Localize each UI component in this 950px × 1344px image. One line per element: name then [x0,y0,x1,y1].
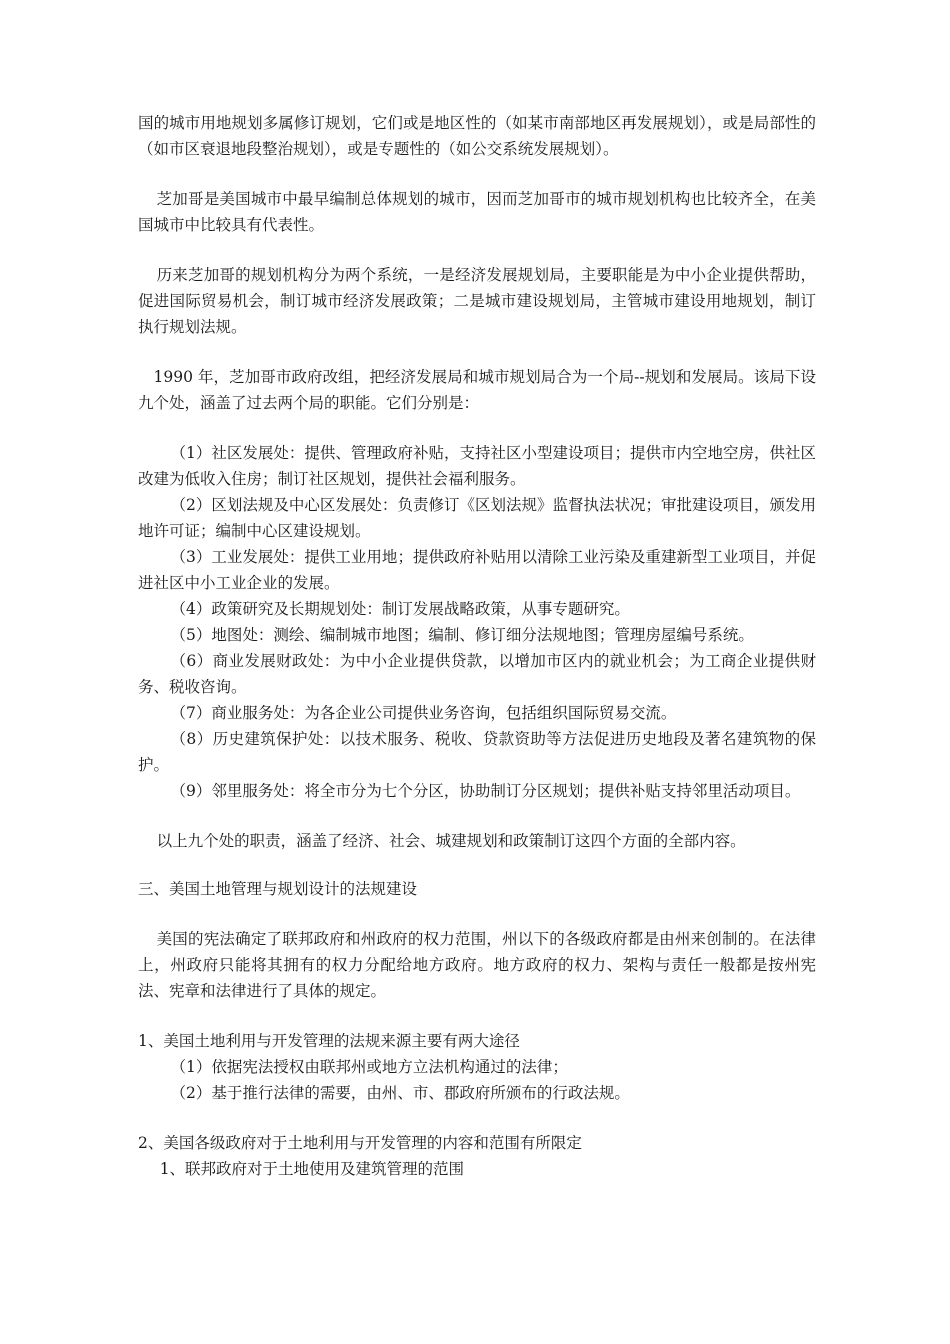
department-item: （2）区划法规及中心区发展处：负责修订《区划法规》监督执法状况；审批建设项目，颁发用地许可证；编制中心区建设规划。 [138,496,816,540]
subsection-1-heading: 1、美国土地利用与开发管理的法规来源主要有两大途径 [138,1032,520,1050]
department-item: （4）政策研究及长期规划处：制订发展战略政策，从事专题研究。 [170,600,630,618]
paragraph-chicago-intro: 芝加哥是美国城市中最早编制总体规划的城市，因而芝加哥市的城市规划机构也比较齐全，在美国城市中比较具有代表性。 [138,190,816,234]
paragraph-planning-types: 国的城市用地规划多属修订规划，它们或是地区性的（如某市南部地区再发展规划），或是局部性的（如市区衰退地段整治规划），或是专题性的（如公交系统发展规划）。 [138,114,816,158]
department-item: （1）社区发展处：提供、管理政府补贴，支持社区小型建设项目；提供市内空地空房，供社区改建为低收入住房；制订社区规划，提供社会福利服务。 [138,444,816,488]
subsection-2-heading: 2、美国各级政府对于土地利用与开发管理的内容和范围有所限定 [138,1134,582,1152]
paragraph-constitution: 美国的宪法确定了联邦政府和州政府的权力范围，州以下的各级政府都是由州来创制的。在法律上，州政府只能将其拥有的权力分配给地方政府。地方政府的权力、架构与责任一般都是按州宪法、宪章和法律进行了具体的规定。 [138,930,816,1000]
department-item: （9）邻里服务处：将全市分为七个分区，协助制订分区规划；提供补贴支持邻里活动项目。 [170,782,801,800]
federal-scope-item: 1、联邦政府对于土地使用及建筑管理的范围 [159,1160,465,1178]
paragraph-summary: 以上九个处的职责，涵盖了经济、社会、城建规划和政策制订这四个方面的全部内容。 [156,832,746,850]
paragraph-chicago-systems: 历来芝加哥的规划机构分为两个系统，一是经济发展规划局，主要职能是为中小企业提供帮助，促进国际贸易机会，制订城市经济发展政策；二是城市建设规划局，主管城市建设用地规划，制订执行规划法规。 [138,266,816,336]
department-item: （8）历史建筑保护处：以技术服务、税收、贷款资助等方法促进历史地段及著名建筑物的保护。 [138,730,816,774]
department-item: （7）商业服务处：为各企业公司提供业务咨询，包括组织国际贸易交流。 [170,704,677,722]
law-source-item: （1）依据宪法授权由联邦州或地方立法机构通过的法律； [170,1058,568,1076]
law-source-item: （2）基于推行法律的需要，由州、市、郡政府所颁布的行政法规。 [170,1084,630,1102]
document-page [138,110,816,1182]
department-item: （6）商业发展财政处：为中小企业提供贷款，以增加市区内的就业机会；为工商企业提供财务、税收咨询。 [138,652,816,696]
department-item: （5）地图处：测绘、编制城市地图；编制、修订细分法规地图；管理房屋编号系统。 [170,626,754,644]
department-item: （3）工业发展处：提供工业用地；提供政府补贴用以清除工业污染及重建新型工业项目，并促进社区中小工业企业的发展。 [138,548,816,592]
section-3-heading: 三、美国土地管理与规划设计的法规建设 [138,880,418,898]
paragraph-1990-reorganization: 1990 年，芝加哥市政府改组，把经济发展局和城市规划局合为一个局--规划和发展局。该局下设九个处，涵盖了过去两个局的职能。它们分别是： [138,368,816,412]
department-list [138,440,816,804]
